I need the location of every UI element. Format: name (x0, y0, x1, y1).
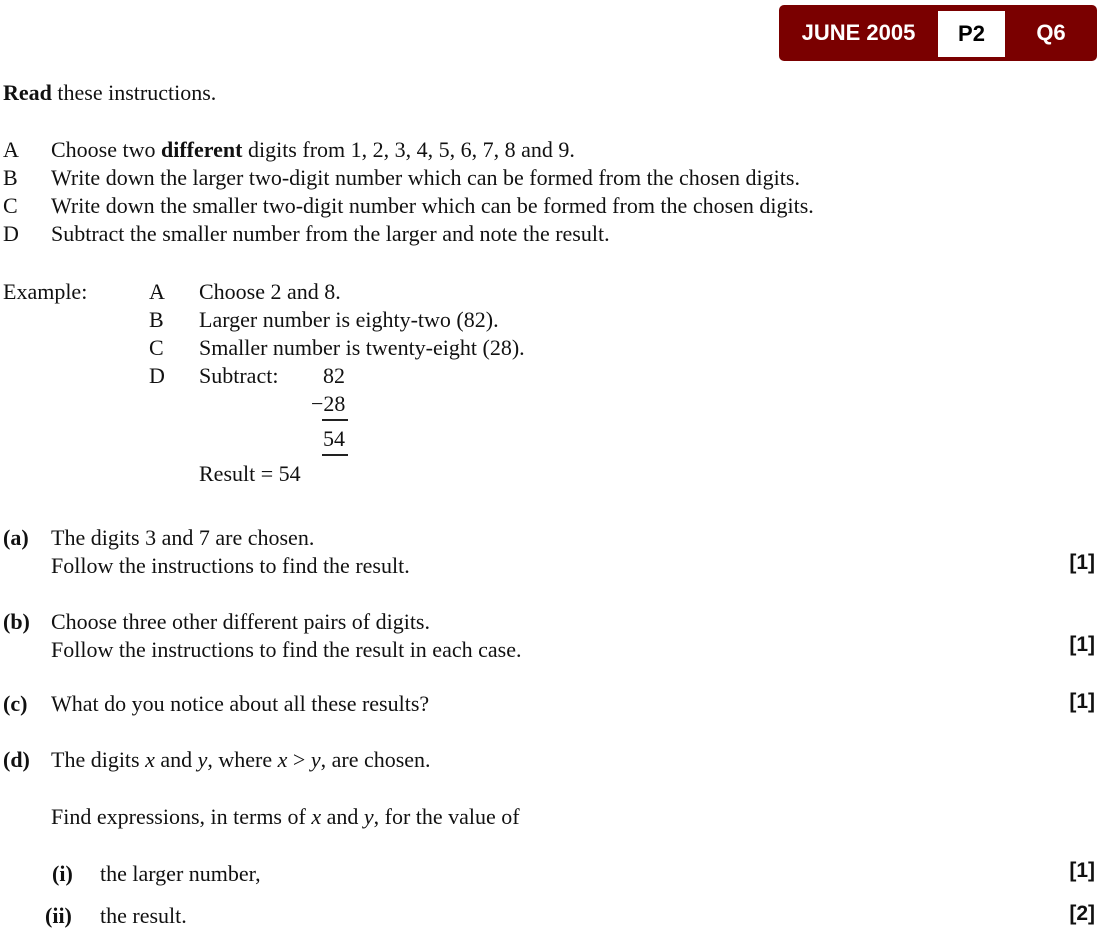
instruction-text-part: digits from 1, 2, 3, 4, 5, 6, 7, 8 and 9. (242, 137, 575, 162)
intro-bold: Read (3, 80, 52, 105)
part-text: Follow the instructions to find the result in each case. (51, 637, 522, 662)
part-label: (a) (3, 525, 29, 550)
exam-reference-badge (779, 5, 1097, 61)
subpart-label: (ii) (45, 903, 72, 928)
example-step-letter: C (149, 335, 164, 360)
intro-rest: these instructions. (51, 80, 217, 105)
example-step-text: Subtract: (199, 363, 279, 388)
instruction-letter: A (3, 137, 19, 162)
variable-y: y (363, 804, 374, 829)
part-text: Choose three other different pairs of digits. (51, 609, 430, 634)
subpart-text: the larger number, (100, 861, 261, 886)
example-step-letter: B (149, 307, 164, 332)
instruction-text: Write down the larger two-digit number which can be formed from the chosen digits. (51, 165, 800, 190)
instruction-letter: C (3, 193, 18, 218)
example-step-text: Choose 2 and 8. (199, 279, 341, 304)
subpart-text: the result. (100, 903, 187, 928)
subtraction-rule (322, 419, 348, 421)
text-run: Find expressions, in terms of (51, 804, 312, 829)
part-label: (d) (3, 747, 30, 772)
part-text: The digits 3 and 7 are chosen. (51, 525, 315, 550)
example-step-letter: A (149, 279, 165, 304)
subpart-label: (i) (52, 861, 73, 886)
text-run: > (287, 747, 311, 772)
text-run: and (321, 804, 364, 829)
intro-text (3, 82, 216, 104)
subtraction-double-rule (322, 454, 348, 456)
variable-y: y (310, 747, 321, 772)
marks-allocation: [1] (1069, 690, 1095, 713)
instruction-text: Subtract the smaller number from the larger and note the result. (51, 221, 610, 246)
variable-x: x (145, 747, 155, 772)
marks-allocation: [1] (1069, 551, 1095, 574)
part-label: (c) (3, 691, 28, 716)
example-step-text: Smaller number is twenty-eight (28). (199, 335, 525, 360)
paper-number: P2 (938, 11, 1005, 57)
question-number: Q6 (1036, 20, 1066, 45)
example-label: Example: (3, 279, 88, 304)
example-step-text: Larger number is eighty-two (82). (199, 307, 499, 332)
variable-x: x (277, 747, 288, 772)
instruction-letter: B (3, 165, 18, 190)
part-label: (b) (3, 609, 30, 634)
text-run: , are chosen. (320, 747, 431, 772)
marks-allocation: [1] (1069, 633, 1095, 656)
part-text: What do you notice about all these results? (51, 691, 430, 716)
subtraction-difference: 54 (323, 426, 345, 451)
marks-allocation: [2] (1069, 902, 1095, 925)
exam-date: JUNE 2005 (801, 20, 916, 45)
variable-y: y (197, 747, 208, 772)
instruction-emphasis: different (161, 137, 243, 162)
text-run: The digits (51, 747, 146, 772)
example-result: Result = 54 (199, 461, 301, 486)
subtraction-subtrahend: −28 (311, 391, 346, 416)
instruction-text-part: Choose two (51, 137, 161, 162)
instruction-text: Write down the smaller two-digit number which can be formed from the chosen digits. (51, 193, 814, 218)
variable-x: x (311, 804, 322, 829)
part-text (51, 749, 431, 771)
text-run: , for the value of (373, 804, 520, 829)
text-run: and (154, 747, 198, 772)
text-run: , where (207, 747, 278, 772)
part-text (51, 806, 520, 828)
part-text: Follow the instructions to find the result. (51, 553, 410, 578)
instruction-letter: D (3, 221, 19, 246)
subtraction-minuend: 82 (323, 363, 345, 388)
instruction-text (51, 139, 575, 161)
marks-allocation: [1] (1069, 859, 1095, 882)
example-step-letter: D (149, 363, 165, 388)
